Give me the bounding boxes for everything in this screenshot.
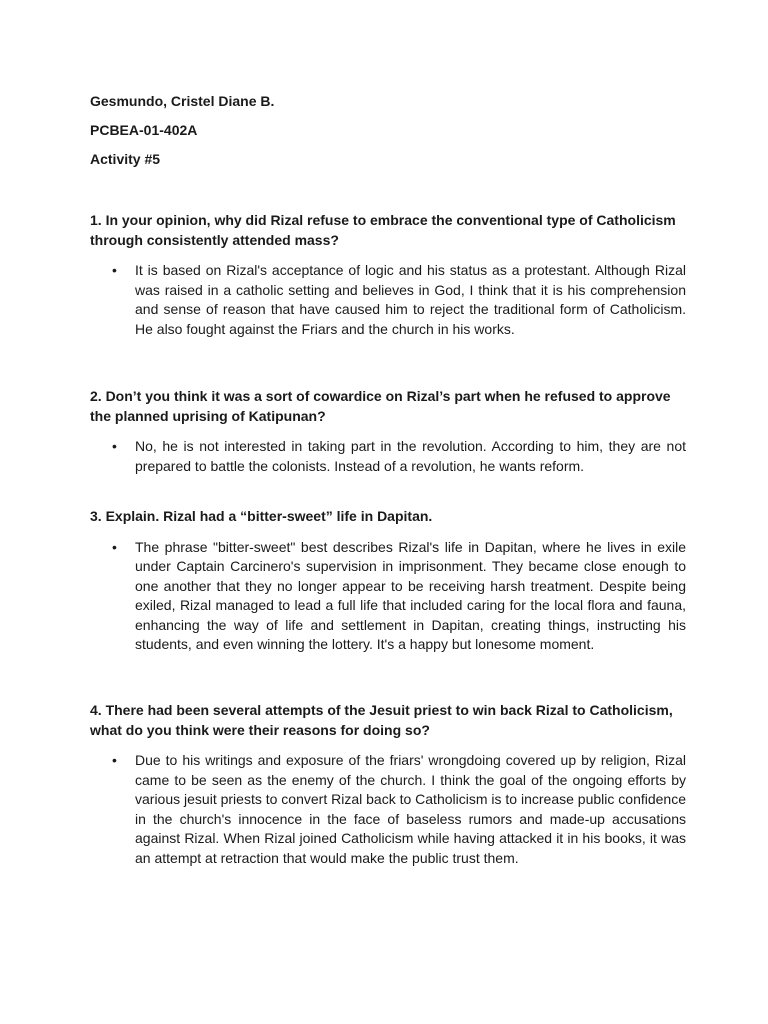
activity-title: Activity #5 <box>90 151 161 167</box>
question-2: 2. Don’t you think it was a sort of cowardice on Rizal’s part when he refused to approve the planned uprising of Katipunan? <box>90 388 671 424</box>
question-block-1 <box>90 211 686 339</box>
bullet-icon: • <box>112 438 117 454</box>
bullet-icon: • <box>112 262 117 278</box>
answer-4: Due to his writings and exposure of the friars' wrongdoing covered up by religion, Rizal came to be seen as the enemy of the church. I think the goal of the ongoing efforts by various jesuit priests to convert Rizal back to Catholicism is to increase public confidence in the church's innocence in the face of baseless rumors and made-up accusations against Rizal. When Rizal joined Catholicism while having attacked it in his books, it was an attempt at retraction that would make the public trust them. <box>135 752 686 866</box>
answer-2: No, he is not interested in taking part in the revolution. According to him, they are not prepared to battle the colonists. Instead of a revolution, he wants reform. <box>135 438 686 474</box>
course-section: PCBEA-01-402A <box>90 122 198 138</box>
student-name: Gesmundo, Cristel Diane B. <box>90 93 275 109</box>
question-block-4 <box>90 701 686 868</box>
answer-3: The phrase "bitter-sweet" best describes Rizal's life in Dapitan, where he lives in exile under Captain Carcinero's supervision in imprisonment. They became close enough to one another that they no longer appear to be receiving harsh treatment. Despite being exiled, Rizal managed to lead a full life that included caring for the local flora and fauna, enhancing the way of life and settlement in Dapitan, creating things, instructing his students, and even winning the lottery. It's a happy but lonesome moment. <box>135 538 686 652</box>
question-1: 1. In your opinion, why did Rizal refuse to embrace the conventional type of Catholicism through consistently attended mass? <box>90 212 676 248</box>
answer-item-1 <box>90 261 686 339</box>
answer-item-2 <box>90 437 686 476</box>
answer-1: It is based on Rizal's acceptance of logic and his status as a protestant. Although Rizal was raised in a catholic setting and believes in God, I think that it is his comprehension and sense of reason that have caused him to reject the traditional form of Catholicism. He also fought against the Friars and the church in his works. <box>135 262 686 337</box>
question-block-2 <box>90 387 686 476</box>
bullet-icon: • <box>112 538 117 555</box>
question-3: 3. Explain. Rizal had a “bitter-sweet” life in Dapitan. <box>90 508 433 524</box>
question-block-3 <box>90 507 686 655</box>
answer-item-3 <box>90 538 686 655</box>
bullet-icon: • <box>112 752 117 768</box>
question-4: 4. There had been several attempts of the Jesuit priest to win back Rizal to Catholicism, what do you think were their reasons for doing so? <box>90 702 673 738</box>
answer-item-4 <box>90 751 686 868</box>
document-header <box>90 93 274 180</box>
